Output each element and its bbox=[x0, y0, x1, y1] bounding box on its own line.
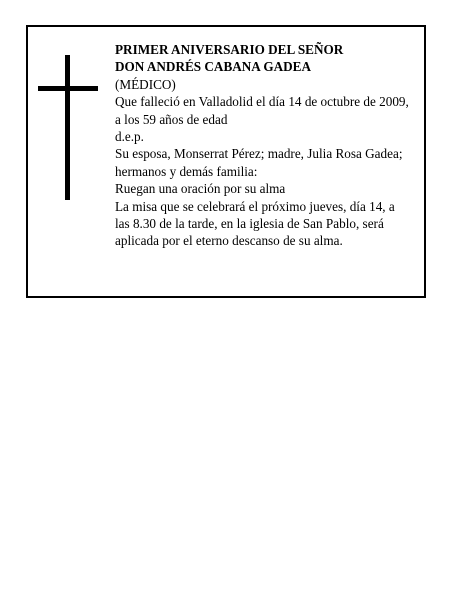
notice-title-line-2: DON ANDRÉS CABANA GADEA bbox=[115, 59, 312, 75]
notice-line-age: a los 59 años de edad bbox=[115, 111, 228, 127]
cross-icon bbox=[38, 55, 98, 200]
cross-vertical-bar bbox=[65, 55, 70, 200]
cross-horizontal-bar bbox=[38, 86, 98, 91]
notice-line-mass-2: las 8.30 de la tarde, en la iglesia de San Pablo, será bbox=[115, 216, 384, 232]
notice-line-death: Que falleció en Valladolid el día 14 de octubre de 2009, bbox=[115, 94, 409, 110]
notice-line-mass-3: aplicada por el eterno descanso de su alma. bbox=[115, 233, 343, 249]
obituary-notice bbox=[26, 25, 426, 298]
notice-line-family-2: hermanos y demás familia: bbox=[115, 163, 258, 179]
notice-line-family-1: Su esposa, Monserrat Pérez; madre, Julia Rosa Gadea; bbox=[115, 146, 403, 162]
notice-text bbox=[115, 41, 425, 250]
notice-title-line-1: PRIMER ANIVERSARIO DEL SEÑOR bbox=[115, 42, 344, 57]
notice-line-dep: d.e.p. bbox=[115, 129, 144, 145]
notice-profession: (MÉDICO) bbox=[115, 76, 176, 92]
notice-line-prayer: Ruegan una oración por su alma bbox=[115, 181, 286, 197]
notice-line-mass-1: La misa que se celebrará el próximo jueves, día 14, a bbox=[115, 198, 395, 214]
